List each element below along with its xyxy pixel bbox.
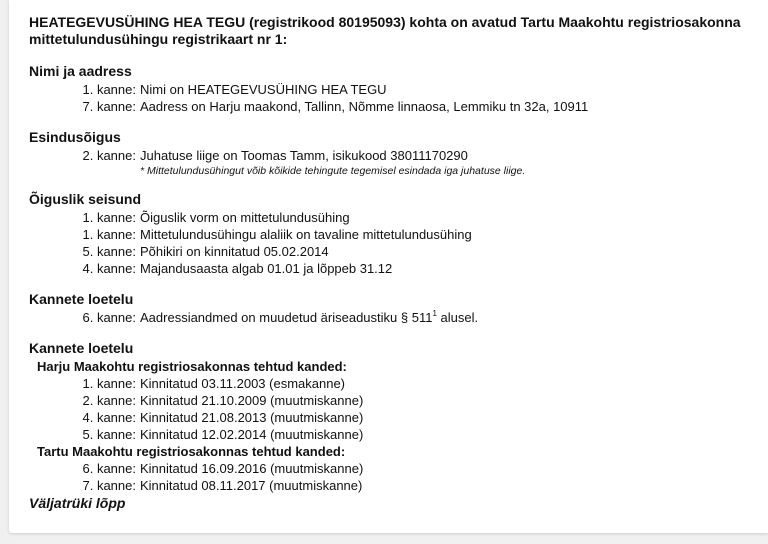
entry-text: Kinnitatud 16.09.2016 (muutmiskanne): [140, 461, 364, 476]
entry-row: [29, 460, 759, 477]
entry-text: Aadress on Harju maakond, Tallinn, Nõmme linnaosa, Lemmiku tn 32a, 10911: [140, 99, 589, 114]
entry-text: Kinnitatud 08.11.2017 (muutmiskanne): [140, 478, 363, 493]
entry-row: [29, 226, 759, 243]
entry-number: 4. kanne:: [82, 410, 136, 425]
document-card: [9, 0, 768, 533]
entry-number: 6. kanne:: [82, 310, 136, 325]
entry-number: 5. kanne:: [82, 244, 136, 259]
document-content: [29, 14, 759, 512]
section-heading: Õiguslik seisund: [29, 191, 142, 207]
document-title: HEATEGEVUSÜHING HEA TEGU (registrikood 80195093) kohta on avatud Tartu Maakohtu registriosakonna mittetulundusühingu registrikaart nr 1:: [29, 14, 741, 47]
entry-text-tail: alusel.: [436, 310, 479, 325]
entry-row: [29, 98, 759, 115]
entry-row: [29, 243, 759, 260]
entry-number: 1. kanne:: [82, 210, 136, 225]
section-representation: [29, 129, 759, 178]
entry-row: [29, 477, 759, 494]
entry-text: Kinnitatud 12.02.2014 (muutmiskanne): [140, 427, 364, 442]
entry-text: Kinnitatud 03.11.2003 (esmakanne): [140, 376, 346, 391]
printout-end: Väljatrüki lõpp: [29, 495, 126, 511]
entry-number: 4. kanne:: [82, 261, 136, 276]
section-name-address: [29, 63, 759, 115]
entry-text: Kinnitatud 21.08.2013 (muutmiskanne): [140, 410, 364, 425]
entry-text: Õiguslik vorm on mittetulundusühing: [140, 210, 350, 225]
entry-text: Kinnitatud 21.10.2009 (muutmiskanne): [140, 393, 364, 408]
tartu-subheading: Tartu Maakohtu registriosakonnas tehtud kanded:: [37, 444, 346, 459]
entry-number: 5. kanne:: [82, 427, 136, 442]
entry-number: 1. kanne:: [82, 227, 136, 242]
entry-row: [29, 81, 759, 98]
entry-number: 2. kanne:: [82, 393, 136, 408]
entry-text: [140, 309, 478, 326]
entry-row: [29, 392, 759, 409]
entry-row: [29, 375, 759, 392]
entry-number: 1. kanne:: [82, 376, 136, 391]
entry-text: Juhatuse liige on Toomas Tamm, isikukood 38011170290: [140, 148, 468, 163]
entry-text-main: Aadressiandmed on muudetud äriseadustiku § 511: [140, 310, 433, 325]
section-legal-status: [29, 191, 759, 277]
entry-number: 6. kanne:: [82, 461, 136, 476]
harju-subheading: Harju Maakohtu registriosakonnas tehtud kanded:: [37, 359, 347, 374]
entry-number: 7. kanne:: [82, 99, 136, 114]
representation-note: * Mittetulundusühingut võib kõikide tehingute tegemisel esindada iga juhatuse liige.: [140, 165, 526, 177]
section-entries-list-2: [29, 340, 759, 494]
entry-text: Majandusaasta algab 01.01 ja lõppeb 31.12: [140, 261, 393, 276]
entry-row: [29, 309, 759, 326]
entry-number: 7. kanne:: [82, 478, 136, 493]
section-heading: Kannete loetelu: [29, 340, 134, 356]
entry-row: [29, 209, 759, 226]
entry-row: [29, 409, 759, 426]
entry-row: [29, 147, 759, 164]
entry-superscript: 1: [432, 309, 437, 318]
entry-row: [29, 260, 759, 277]
entry-text: Põhikiri on kinnitatud 05.02.2014: [140, 244, 329, 259]
entry-number: 2. kanne:: [82, 148, 136, 163]
section-heading: Nimi ja aadress: [29, 63, 132, 79]
entry-number: 1. kanne:: [82, 82, 136, 97]
section-entries-list-1: [29, 291, 759, 326]
section-heading: Kannete loetelu: [29, 291, 134, 307]
entry-text: Nimi on HEATEGEVUSÜHING HEA TEGU: [140, 82, 387, 97]
entry-row: [29, 426, 759, 443]
section-heading: Esindusõigus: [29, 129, 121, 145]
entry-text: Mittetulundusühingu alaliik on tavaline mittetulundusühing: [140, 227, 472, 242]
